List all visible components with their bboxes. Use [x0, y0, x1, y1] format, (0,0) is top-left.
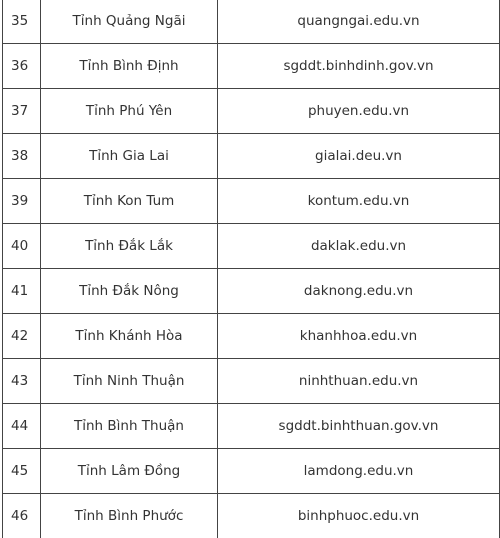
- province-name: Tỉnh Kon Tum: [41, 179, 218, 224]
- row-number: 37: [3, 89, 41, 134]
- domain-name: sgddt.binhdinh.gov.vn: [218, 44, 500, 89]
- province-name: Tỉnh Đắk Nông: [41, 269, 218, 314]
- province-name: Tỉnh Khánh Hòa: [41, 314, 218, 359]
- table-row: [3, 0, 500, 44]
- table-row: [3, 134, 500, 179]
- domain-name: phuyen.edu.vn: [218, 89, 500, 134]
- province-name: Tỉnh Bình Phước: [41, 494, 218, 538]
- row-number: 35: [3, 0, 41, 44]
- table-row: [3, 404, 500, 449]
- domain-name: khanhhoa.edu.vn: [218, 314, 500, 359]
- table-row: [3, 449, 500, 494]
- province-name: Tỉnh Lâm Đồng: [41, 449, 218, 494]
- domain-name: ninhthuan.edu.vn: [218, 359, 500, 404]
- table-row: [3, 44, 500, 89]
- table-row: [3, 314, 500, 359]
- domain-name: binhphuoc.edu.vn: [218, 494, 500, 538]
- table-row: [3, 179, 500, 224]
- domain-name: daknong.edu.vn: [218, 269, 500, 314]
- table-row: [3, 269, 500, 314]
- row-number: 41: [3, 269, 41, 314]
- domain-name: lamdong.edu.vn: [218, 449, 500, 494]
- row-number: 40: [3, 224, 41, 269]
- province-name: Tỉnh Gia Lai: [41, 134, 218, 179]
- table-row: [3, 494, 500, 538]
- province-name: Tỉnh Quảng Ngãi: [41, 0, 218, 44]
- table-row: [3, 359, 500, 404]
- domain-name: kontum.edu.vn: [218, 179, 500, 224]
- row-number: 46: [3, 494, 41, 538]
- domain-name: daklak.edu.vn: [218, 224, 500, 269]
- row-number: 44: [3, 404, 41, 449]
- domain-name: gialai.deu.vn: [218, 134, 500, 179]
- row-number: 36: [3, 44, 41, 89]
- row-number: 42: [3, 314, 41, 359]
- province-name: Tỉnh Phú Yên: [41, 89, 218, 134]
- row-number: 38: [3, 134, 41, 179]
- row-number: 39: [3, 179, 41, 224]
- domain-name: sgddt.binhthuan.gov.vn: [218, 404, 500, 449]
- province-name: Tỉnh Đắk Lắk: [41, 224, 218, 269]
- table-row: [3, 89, 500, 134]
- province-name: Tỉnh Ninh Thuận: [41, 359, 218, 404]
- province-name: Tỉnh Bình Định: [41, 44, 218, 89]
- row-number: 43: [3, 359, 41, 404]
- province-domain-table: [2, 0, 500, 538]
- row-number: 45: [3, 449, 41, 494]
- domain-name: quangngai.edu.vn: [218, 0, 500, 44]
- province-name: Tỉnh Bình Thuận: [41, 404, 218, 449]
- table-row: [3, 224, 500, 269]
